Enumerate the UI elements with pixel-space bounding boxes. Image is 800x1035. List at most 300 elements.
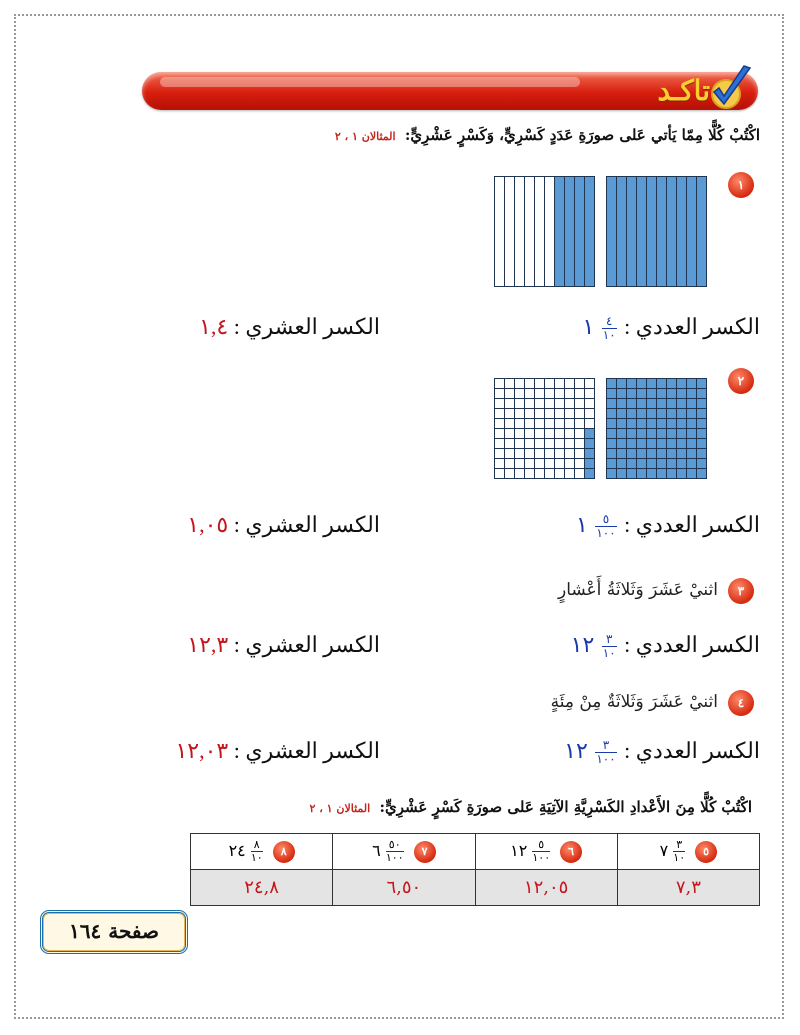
hundredth-cell: [555, 409, 565, 419]
hundredth-cell: [607, 469, 617, 479]
hundredth-cell: [637, 419, 647, 429]
hundredth-cell: [505, 399, 515, 409]
hundredth-cell: [555, 469, 565, 479]
hundredth-cell: [617, 389, 627, 399]
hundredth-cell: [617, 399, 627, 409]
hundredth-cell: [545, 469, 555, 479]
q4-decimal-answer: [175, 738, 380, 764]
hundredth-cell: [535, 449, 545, 459]
hundredth-cell: [647, 429, 657, 439]
hundredth-cell: [535, 469, 545, 479]
hundredth-cell: [667, 419, 677, 429]
instruction-2-text: اكْتُبْ كُلًّا مِنَ الأَعْدادِ الكَسْرِيَّةِ الآتِيَةِ عَلى صورَةِ كَسْرٍ عَشْرِيٍّ:: [379, 798, 752, 816]
q3-numerator: ٣: [605, 632, 613, 647]
hundredth-cell: [575, 449, 585, 459]
hundredth-cell: [525, 459, 535, 469]
q5-answer: ٧,٣: [617, 870, 759, 906]
hundredth-cell: [585, 379, 595, 389]
hundredth-cell: [657, 429, 667, 439]
tenth-strip: [525, 177, 535, 287]
hundredth-cell: [667, 429, 677, 439]
hundredth-cell: [637, 409, 647, 419]
hundredth-cell: [505, 379, 515, 389]
hundredth-cell: [585, 459, 595, 469]
hundredth-cell: [697, 469, 707, 479]
hundredth-cell: [575, 389, 585, 399]
hundredth-cell: [677, 389, 687, 399]
hundredth-cell: [575, 429, 585, 439]
q2-fraction-label: الكسر العددي :: [624, 512, 760, 537]
hundredth-cell: [555, 439, 565, 449]
hundredth-cell: [585, 429, 595, 439]
q5-fraction: [673, 839, 685, 864]
instruction-2-ref: المثالان ١ ، ٢: [309, 802, 371, 815]
hundredth-cell: [607, 409, 617, 419]
hundredth-cell: [565, 459, 575, 469]
hundredth-cell: [607, 389, 617, 399]
q8-numerator: ٨: [253, 838, 260, 851]
hundredth-cell: [667, 389, 677, 399]
hundredth-cell: [607, 419, 617, 429]
hundredth-cell: [657, 469, 667, 479]
hundredth-cell: [647, 399, 657, 409]
hundredth-cell: [647, 379, 657, 389]
hundredth-cell: [637, 429, 647, 439]
hundredth-cell: [495, 389, 505, 399]
instruction-1: [335, 126, 760, 144]
tenth-strip: [627, 177, 637, 287]
question-3-text: اثنيْ عَشَرَ وَثَلاثَةُ أَعْشارٍ: [557, 580, 718, 600]
hundredth-cell: [667, 439, 677, 449]
hundredth-cell: [627, 459, 637, 469]
hundredth-cell: [525, 439, 535, 449]
tenth-strip: [687, 177, 697, 287]
tenth-strip: [657, 177, 667, 287]
hundredth-cell: [525, 389, 535, 399]
hundredth-cell: [495, 399, 505, 409]
q7-answer: ٦,٥٠: [333, 870, 475, 906]
hundredth-cell: [525, 419, 535, 429]
hundredth-cell: [687, 469, 697, 479]
tenth-strip: [677, 177, 687, 287]
hundredth-cell: [535, 429, 545, 439]
hundredth-cell: [525, 399, 535, 409]
question-4-number: ٤: [728, 690, 754, 716]
tenth-strip: [617, 177, 627, 287]
hundredth-cell: [627, 429, 637, 439]
q2-decimal-answer: [187, 512, 380, 538]
q4-decimal-value: ١٢,٠٣: [175, 738, 229, 763]
hundredth-cell: [687, 379, 697, 389]
hundredth-cell: [515, 449, 525, 459]
hundredth-cell: [495, 439, 505, 449]
q6-fraction: [532, 839, 550, 864]
tenth-strip: [607, 177, 617, 287]
hundredth-cell: [495, 409, 505, 419]
hundredth-cell: [647, 449, 657, 459]
hundredth-cell: [525, 429, 535, 439]
hundredth-cell: [545, 409, 555, 419]
hundredth-cell: [575, 469, 585, 479]
question-6-number: ٦: [560, 841, 582, 863]
hundredth-cell: [607, 399, 617, 409]
hundredth-cell: [505, 449, 515, 459]
hundredth-cell: [677, 399, 687, 409]
question-2-number: ٢: [728, 368, 754, 394]
q4-numerator: ٣: [602, 738, 610, 753]
tenth-strip: [575, 177, 585, 287]
hundredth-cell: [565, 419, 575, 429]
q8-fraction: [251, 839, 263, 864]
q8-answer: ٢٤,٨: [191, 870, 333, 906]
hundredth-cell: [515, 459, 525, 469]
q3-whole: ١٢: [570, 632, 595, 657]
tenth-strip: [637, 177, 647, 287]
q3-fraction-label: الكسر العددي :: [624, 632, 760, 657]
hundredth-cell: [565, 409, 575, 419]
hundredth-cell: [505, 409, 515, 419]
hundredth-cell: [697, 449, 707, 459]
hundredth-cell: [687, 409, 697, 419]
q3-denominator: ١٠: [602, 646, 616, 661]
q1-decimal-answer: [199, 314, 380, 340]
hundredth-cell: [697, 399, 707, 409]
hundredth-cell: [575, 399, 585, 409]
hundredth-cell: [555, 449, 565, 459]
hundredth-cell: [647, 389, 657, 399]
hundredth-cell: [525, 469, 535, 479]
hundredth-cell: [667, 449, 677, 459]
tenth-strip: [495, 177, 505, 287]
hundredth-cell: [667, 459, 677, 469]
hundredth-cell: [627, 449, 637, 459]
hundredth-cell: [637, 379, 647, 389]
hundredth-cell: [545, 389, 555, 399]
hundredth-cell: [617, 469, 627, 479]
q1-denominator: ١٠: [602, 328, 616, 343]
hundredth-cell: [677, 439, 687, 449]
q8-denominator: ١٠: [250, 851, 263, 864]
hundredth-cell: [515, 419, 525, 429]
tenth-strip: [555, 177, 565, 287]
q7-numerator: ٥٠: [388, 838, 401, 851]
hundredth-cell: [495, 379, 505, 389]
hundredth-cell: [607, 429, 617, 439]
q3-decimal-value: ١٢,٣: [187, 632, 229, 657]
hundredth-cell: [555, 399, 565, 409]
hundredth-cell: [545, 439, 555, 449]
tenth-strip: [515, 177, 525, 287]
q2-denominator: ١٠٠: [596, 526, 616, 541]
hundredth-cell: [697, 459, 707, 469]
hundredth-cell: [607, 379, 617, 389]
q5-denominator: ١٠: [673, 851, 686, 864]
hundredth-cell: [687, 459, 697, 469]
hundredth-cell: [657, 419, 667, 429]
hundredth-cell: [687, 429, 697, 439]
question-3-number: ٣: [728, 578, 754, 604]
hundredth-cell: [627, 399, 637, 409]
question-7-number: ٧: [414, 841, 436, 863]
hundredth-cell: [687, 439, 697, 449]
hundredth-cell: [657, 389, 667, 399]
q2-decimal-value: ١,٠٥: [187, 512, 229, 537]
hundredth-cell: [677, 379, 687, 389]
hundredth-cell: [565, 389, 575, 399]
hundredth-cell: [687, 449, 697, 459]
hundredth-cell: [657, 399, 667, 409]
hundredth-cell: [657, 449, 667, 459]
hundredth-cell: [525, 449, 535, 459]
q2-fraction-answer: [576, 512, 760, 540]
hundredth-cell: [535, 419, 545, 429]
hundredth-cell: [617, 429, 627, 439]
hundredth-cell: [627, 419, 637, 429]
table-row-questions: [191, 834, 760, 870]
hundredth-cell: [637, 399, 647, 409]
hundredth-cell: [535, 439, 545, 449]
hundredth-cell: [515, 379, 525, 389]
q1-fraction-answer: [582, 314, 760, 342]
hundredth-cell: [657, 439, 667, 449]
hundredth-cell: [515, 399, 525, 409]
hundredth-cell: [565, 399, 575, 409]
hundredth-cell: [637, 469, 647, 479]
hundredth-cell: [627, 379, 637, 389]
q4-denominator: ١٠٠: [596, 752, 616, 767]
table-cell-q8: [191, 834, 333, 870]
table-cell-q6: [475, 834, 617, 870]
q7-fraction: [386, 839, 404, 864]
tenths-model: [494, 176, 716, 288]
hundredth-cell: [667, 409, 677, 419]
hundredth-cell: [657, 409, 667, 419]
q6-whole: ١٢: [510, 841, 528, 860]
table-row-answers: [191, 870, 760, 906]
hundredth-cell: [555, 379, 565, 389]
q3-decimal-answer: [187, 632, 380, 658]
hundredth-cell: [565, 379, 575, 389]
hundredth-cell: [575, 379, 585, 389]
hundredth-cell: [647, 419, 657, 429]
hundredth-cell: [637, 449, 647, 459]
tenth-strip: [535, 177, 545, 287]
tenth-strip: [667, 177, 677, 287]
hundredth-cell: [505, 419, 515, 429]
hundredth-cell: [535, 409, 545, 419]
question-4-text: اثنيْ عَشَرَ وَثَلاثَةٌ مِنْ مِئَةٍ: [550, 692, 718, 712]
hundredth-cell: [505, 459, 515, 469]
q4-decimal-label: الكسر العشري :: [233, 738, 380, 763]
hundredth-cell: [677, 429, 687, 439]
hundredth-cell: [545, 379, 555, 389]
q1-numerator: ٤: [605, 314, 613, 329]
hundredth-cell: [565, 439, 575, 449]
hundredth-cell: [545, 419, 555, 429]
checkmark-icon: [700, 60, 756, 116]
hundredth-cell: [525, 379, 535, 389]
table-cell-q5: [617, 834, 759, 870]
q1-fraction: [602, 315, 617, 342]
hundredth-cell: [677, 409, 687, 419]
hundredth-cell: [585, 439, 595, 449]
hundredth-cell: [607, 459, 617, 469]
hundredth-cell: [585, 409, 595, 419]
tenth-strip: [585, 177, 595, 287]
q2-numerator: ٥: [602, 512, 610, 527]
q6-numerator: ٥: [538, 838, 545, 851]
hundredth-cell: [627, 409, 637, 419]
q1-decimal-value: ١,٤: [199, 314, 229, 339]
q7-whole: ٦: [372, 841, 381, 860]
q3-decimal-label: الكسر العشري :: [233, 632, 380, 657]
hundredth-cell: [677, 469, 687, 479]
hundredth-cell: [617, 379, 627, 389]
tenth-strip: [505, 177, 515, 287]
q4-fraction: [595, 739, 616, 766]
q5-numerator: ٣: [676, 838, 683, 851]
q5-whole: ٧: [659, 841, 669, 860]
question-1-number: ١: [728, 172, 754, 198]
hundredth-cell: [687, 399, 697, 409]
q3-fraction-answer: [571, 632, 760, 660]
hundredth-cell: [697, 439, 707, 449]
q4-fraction-label: الكسر العددي :: [624, 738, 760, 763]
hundredth-cell: [495, 459, 505, 469]
hundredth-cell: [627, 469, 637, 479]
instruction-1-text: اكْتُبْ كُلًّا مِمّا يَأتي عَلى صورَةِ عَدَدٍ كَسْرِيٍّ، وَكَسْرٍ عَشْرِيٍّ:: [404, 126, 760, 144]
instruction-2: [310, 798, 752, 816]
q1-fraction-label: الكسر العددي :: [624, 314, 760, 339]
hundredth-cell: [657, 459, 667, 469]
table-cell-q7: [333, 834, 475, 870]
hundredth-cell: [667, 379, 677, 389]
hundredth-cell: [535, 459, 545, 469]
hundredth-cell: [515, 429, 525, 439]
hundredth-cell: [545, 449, 555, 459]
question-5-number: ٥: [695, 841, 717, 863]
hundredth-cell: [687, 389, 697, 399]
hundredth-cell: [565, 469, 575, 479]
hundredth-cell: [545, 399, 555, 409]
tenth-strip: [545, 177, 555, 287]
hundredth-cell: [647, 459, 657, 469]
hundredth-cell: [647, 469, 657, 479]
hundredth-cell: [565, 449, 575, 459]
hundredth-cell: [647, 439, 657, 449]
banner-shine: [160, 77, 580, 87]
hundredth-cell: [515, 389, 525, 399]
hundredth-cell: [535, 389, 545, 399]
question-8-number: ٨: [273, 841, 295, 863]
hundredth-cell: [505, 469, 515, 479]
hundredth-cell: [677, 459, 687, 469]
q4-whole: ١٢: [564, 738, 588, 763]
hundredth-cell: [647, 409, 657, 419]
page-number-label: صفحة ١٦٤: [40, 910, 188, 954]
hundredth-cell: [607, 449, 617, 459]
hundredth-cell: [677, 449, 687, 459]
hundredth-cell: [575, 459, 585, 469]
hundredth-cell: [627, 389, 637, 399]
hundredth-cell: [495, 429, 505, 439]
hundredth-cell: [555, 429, 565, 439]
hundredth-cell: [667, 399, 677, 409]
hundredth-cell: [515, 439, 525, 449]
q2-decimal-label: الكسر العشري :: [233, 512, 380, 537]
hundredth-cell: [505, 389, 515, 399]
hundredth-cell: [515, 469, 525, 479]
hundredth-cell: [677, 419, 687, 429]
hundredth-cell: [607, 439, 617, 449]
hundredth-cell: [545, 459, 555, 469]
hundredth-cell: [515, 409, 525, 419]
hundredth-cell: [575, 439, 585, 449]
hundredth-cell: [637, 439, 647, 449]
hundredth-cell: [617, 419, 627, 429]
hundredth-cell: [585, 399, 595, 409]
hundredth-cell: [617, 409, 627, 419]
hundredth-cell: [585, 389, 595, 399]
q2-whole: ١: [575, 512, 588, 537]
hundredth-cell: [585, 419, 595, 429]
hundredth-cell: [697, 389, 707, 399]
hundredth-cell: [505, 429, 515, 439]
hundredth-cell: [495, 449, 505, 459]
hundredth-cell: [495, 469, 505, 479]
hundredth-cell: [617, 439, 627, 449]
q2-fraction: [595, 513, 616, 540]
hundredth-cell: [555, 459, 565, 469]
answers-table: [190, 833, 760, 906]
tenth-strip: [647, 177, 657, 287]
hundredth-cell: [657, 379, 667, 389]
hundredth-cell: [667, 469, 677, 479]
q6-answer: ١٢,٠٥: [475, 870, 617, 906]
hundredth-cell: [637, 389, 647, 399]
header-title: تاكـد: [657, 74, 710, 107]
tenth-strip: [697, 177, 707, 287]
hundredth-cell: [525, 409, 535, 419]
q4-fraction-answer: [564, 738, 760, 766]
hundredth-cell: [697, 419, 707, 429]
hundredth-cell: [687, 419, 697, 429]
hundredth-cell: [617, 459, 627, 469]
hundredth-cell: [617, 449, 627, 459]
q7-denominator: ١٠٠: [385, 851, 404, 864]
hundredth-cell: [565, 429, 575, 439]
hundredths-model: [494, 378, 716, 490]
hundredth-cell: [505, 439, 515, 449]
hundredth-cell: [535, 379, 545, 389]
hundredth-cell: [637, 459, 647, 469]
q1-decimal-label: الكسر العشري :: [233, 314, 380, 339]
hundredth-cell: [555, 419, 565, 429]
hundredth-cell: [697, 409, 707, 419]
tenth-strip: [565, 177, 575, 287]
hundredth-cell: [495, 419, 505, 429]
hundredth-cell: [575, 419, 585, 429]
hundredth-cell: [575, 409, 585, 419]
q1-whole: ١: [582, 314, 595, 339]
hundredth-cell: [555, 389, 565, 399]
hundredth-cell: [697, 379, 707, 389]
q8-whole: ٢٤: [228, 841, 246, 860]
hundredth-cell: [585, 469, 595, 479]
q3-fraction: [602, 633, 617, 660]
hundredth-cell: [535, 399, 545, 409]
hundredth-cell: [545, 429, 555, 439]
